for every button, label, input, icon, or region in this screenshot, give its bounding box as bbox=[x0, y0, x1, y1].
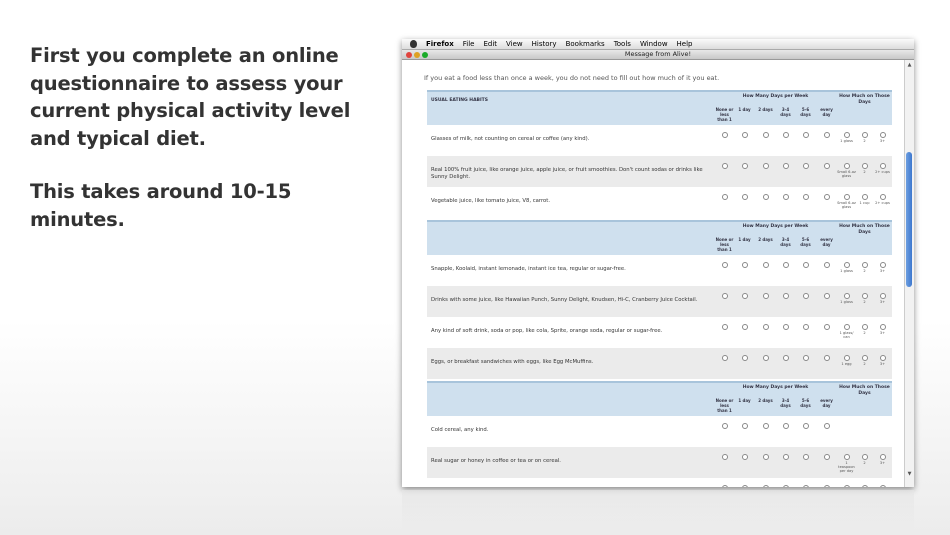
days-per-week-header: How Many Days per Week bbox=[742, 94, 809, 99]
frequency-radio[interactable] bbox=[783, 423, 789, 429]
question-row bbox=[427, 286, 892, 317]
amount-header: How Much on Those Days bbox=[839, 94, 890, 105]
amount-label: 2 bbox=[863, 269, 866, 273]
menu-history[interactable]: History bbox=[531, 40, 557, 48]
amount-option[interactable] bbox=[873, 194, 892, 205]
slide-text bbox=[30, 42, 375, 259]
question-label: Real 100% fruit juice, like orange juice, apple juice, or fruit smoothies. Don't count sodas or drinks like Sunny Delight. bbox=[431, 167, 703, 180]
window-titlebar bbox=[402, 50, 914, 60]
frequency-radio[interactable] bbox=[783, 132, 789, 138]
browser-window bbox=[402, 39, 914, 487]
amount-radio[interactable] bbox=[880, 194, 886, 200]
frequency-radio[interactable] bbox=[742, 262, 748, 268]
amount-radio[interactable] bbox=[880, 163, 886, 169]
amount-radio[interactable] bbox=[862, 485, 868, 487]
question-row bbox=[427, 125, 892, 156]
amount-radio[interactable] bbox=[844, 355, 850, 361]
frequency-radio[interactable] bbox=[763, 324, 769, 330]
amount-option[interactable] bbox=[855, 454, 874, 465]
menu-app-name[interactable]: Firefox bbox=[426, 40, 454, 48]
apple-menu-icon[interactable] bbox=[410, 40, 417, 48]
amount-label: 1 teaspoon per day bbox=[838, 461, 855, 474]
amount-option[interactable] bbox=[873, 485, 892, 487]
frequency-radio[interactable] bbox=[742, 194, 748, 200]
frequency-radio[interactable] bbox=[824, 163, 830, 169]
menu-help[interactable]: Help bbox=[676, 40, 693, 48]
frequency-radio[interactable] bbox=[783, 355, 789, 361]
frequency-radio[interactable] bbox=[722, 132, 728, 138]
amount-radio[interactable] bbox=[844, 485, 850, 487]
amount-option[interactable] bbox=[837, 163, 856, 178]
frequency-radio[interactable] bbox=[742, 132, 748, 138]
amount-option[interactable] bbox=[837, 485, 856, 487]
frequency-radio[interactable] bbox=[763, 132, 769, 138]
amount-option[interactable] bbox=[855, 293, 874, 304]
amount-option[interactable] bbox=[855, 132, 874, 143]
amount-radio[interactable] bbox=[880, 485, 886, 487]
amount-label: 1 egg bbox=[841, 362, 852, 366]
day-column-header: 2 days bbox=[758, 107, 773, 112]
amount-label: 3+ bbox=[879, 362, 886, 366]
close-window-button[interactable] bbox=[406, 52, 412, 58]
question-row bbox=[427, 478, 892, 487]
day-column-header: every day bbox=[820, 107, 833, 117]
amount-option[interactable] bbox=[873, 293, 892, 304]
amount-option[interactable] bbox=[873, 132, 892, 143]
day-column-header: None or less than 1 bbox=[715, 237, 734, 252]
frequency-radio[interactable] bbox=[824, 293, 830, 299]
frequency-radio[interactable] bbox=[803, 262, 809, 268]
menu-edit[interactable]: Edit bbox=[483, 40, 498, 48]
days-per-week-header: How Many Days per Week bbox=[742, 385, 809, 390]
question-label: Cold cereal, any kind. bbox=[431, 427, 489, 433]
days-per-week-header: How Many Days per Week bbox=[742, 224, 809, 229]
day-column-header: 3-4 days bbox=[780, 107, 791, 117]
frequency-radio[interactable] bbox=[824, 194, 830, 200]
day-column-header: 5-6 days bbox=[800, 237, 811, 247]
amount-option[interactable] bbox=[837, 262, 856, 273]
amount-label: 1 glass bbox=[840, 269, 853, 273]
amount-label: 1 cup bbox=[859, 201, 870, 205]
amount-label: Small 6-oz glass bbox=[837, 201, 856, 210]
menu-bookmarks[interactable]: Bookmarks bbox=[565, 40, 605, 48]
window-title: Message from Alive! bbox=[624, 50, 692, 58]
day-column-header: None or less than 1 bbox=[715, 398, 734, 413]
amount-label: 2 bbox=[863, 331, 866, 335]
group-header bbox=[427, 220, 892, 255]
question-row bbox=[427, 255, 892, 286]
amount-header: How Much on Those Days bbox=[839, 224, 890, 235]
frequency-radio[interactable] bbox=[763, 163, 769, 169]
frequency-radio[interactable] bbox=[783, 454, 789, 460]
amount-option[interactable] bbox=[855, 194, 874, 205]
frequency-radio[interactable] bbox=[763, 454, 769, 460]
frequency-radio[interactable] bbox=[783, 163, 789, 169]
amount-option[interactable] bbox=[837, 324, 856, 339]
amount-label: 1 glass bbox=[840, 300, 853, 304]
amount-label: 1 glass/ can bbox=[839, 331, 854, 340]
window-reflection bbox=[402, 490, 914, 535]
day-column-header: 3-4 days bbox=[780, 237, 791, 247]
amount-label: 1 glass bbox=[840, 139, 853, 143]
frequency-radio[interactable] bbox=[722, 262, 728, 268]
frequency-radio[interactable] bbox=[742, 163, 748, 169]
frequency-radio[interactable] bbox=[763, 485, 769, 487]
question-row bbox=[427, 317, 892, 348]
frequency-radio[interactable] bbox=[722, 485, 728, 487]
amount-radio[interactable] bbox=[862, 454, 868, 460]
frequency-radio[interactable] bbox=[803, 293, 809, 299]
frequency-radio[interactable] bbox=[742, 485, 748, 487]
amount-radio[interactable] bbox=[862, 132, 868, 138]
frequency-radio[interactable] bbox=[783, 485, 789, 487]
day-column-header: 1 day bbox=[738, 107, 751, 112]
amount-option[interactable] bbox=[837, 132, 856, 143]
question-group bbox=[427, 381, 892, 487]
frequency-radio[interactable] bbox=[722, 454, 728, 460]
day-column-header: every day bbox=[820, 237, 833, 247]
amount-radio[interactable] bbox=[862, 163, 868, 169]
question-label: Glasses of milk, not counting on cereal or coffee (any kind). bbox=[431, 136, 590, 142]
amount-option[interactable] bbox=[837, 454, 856, 474]
day-column-header: 1 day bbox=[738, 398, 751, 403]
section-title: USUAL EATING HABITS bbox=[431, 98, 488, 103]
amount-radio[interactable] bbox=[880, 324, 886, 330]
frequency-radio[interactable] bbox=[763, 262, 769, 268]
day-column-header: None or less than 1 bbox=[715, 107, 734, 122]
amount-label: 2 bbox=[863, 170, 866, 174]
amount-label: 2 bbox=[863, 300, 866, 304]
frequency-radio[interactable] bbox=[824, 132, 830, 138]
frequency-radio[interactable] bbox=[803, 485, 809, 487]
frequency-radio[interactable] bbox=[824, 262, 830, 268]
form-intro: If you eat a food less than once a week, you do not need to fill out how much of it you eat. bbox=[424, 74, 720, 82]
amount-radio[interactable] bbox=[844, 194, 850, 200]
question-label: Drinks with some juice, like Hawaiian Punch, Sunny Delight, Knudsen, Hi-C, Cranberry Juice Cocktail. bbox=[431, 297, 698, 303]
question-row bbox=[427, 156, 892, 187]
group-header bbox=[427, 381, 892, 416]
amount-radio[interactable] bbox=[880, 132, 886, 138]
amount-label: 3+ bbox=[879, 300, 886, 304]
day-column-header: 5-6 days bbox=[800, 398, 811, 408]
question-row bbox=[427, 416, 892, 447]
scroll-down-arrow-icon[interactable]: ▼ bbox=[907, 471, 912, 477]
amount-label: Small 6-oz glass bbox=[837, 170, 856, 179]
frequency-radio[interactable] bbox=[742, 423, 748, 429]
page-content bbox=[402, 60, 905, 487]
amount-option[interactable] bbox=[855, 262, 874, 273]
question-row bbox=[427, 447, 892, 478]
amount-option[interactable] bbox=[855, 355, 874, 366]
scrollbar-thumb[interactable] bbox=[906, 152, 912, 287]
amount-radio[interactable] bbox=[862, 194, 868, 200]
frequency-radio[interactable] bbox=[803, 132, 809, 138]
zoom-window-button[interactable] bbox=[422, 52, 428, 58]
day-column-header: 3-4 days bbox=[780, 398, 791, 408]
amount-option[interactable] bbox=[873, 163, 892, 174]
question-label: Eggs, or breakfast sandwiches with eggs, like Egg McMuffins. bbox=[431, 359, 594, 365]
question-label: Snapple, Koolaid, instant lemonade, instant ice tea, regular or sugar-free. bbox=[431, 266, 626, 272]
menu-file[interactable]: File bbox=[462, 40, 475, 48]
frequency-radio[interactable] bbox=[803, 423, 809, 429]
slide-paragraph-duration: This takes around 10-15 minutes. bbox=[30, 180, 292, 231]
question-label: Vegetable juice, like tomato juice, V8, carrot. bbox=[431, 198, 551, 204]
amount-option[interactable] bbox=[855, 324, 874, 335]
question-label: Any kind of soft drink, soda or pop, like cola, Sprite, orange soda, regular or sugar-free. bbox=[431, 328, 663, 334]
frequency-radio[interactable] bbox=[803, 163, 809, 169]
frequency-radio[interactable] bbox=[783, 262, 789, 268]
question-label: Real sugar or honey in coffee or tea or on cereal. bbox=[431, 458, 561, 464]
scroll-up-arrow-icon[interactable]: ▲ bbox=[907, 62, 912, 68]
amount-radio[interactable] bbox=[862, 262, 868, 268]
frequency-radio[interactable] bbox=[722, 163, 728, 169]
amount-radio[interactable] bbox=[862, 293, 868, 299]
frequency-radio[interactable] bbox=[763, 355, 769, 361]
question-row bbox=[427, 187, 892, 218]
frequency-radio[interactable] bbox=[783, 293, 789, 299]
amount-option[interactable] bbox=[873, 355, 892, 366]
frequency-radio[interactable] bbox=[763, 293, 769, 299]
amount-label: 3+ bbox=[879, 331, 886, 335]
frequency-radio[interactable] bbox=[742, 324, 748, 330]
frequency-radio[interactable] bbox=[803, 454, 809, 460]
frequency-radio[interactable] bbox=[824, 355, 830, 361]
frequency-radio[interactable] bbox=[763, 194, 769, 200]
amount-label: 2+ cups bbox=[875, 201, 890, 205]
day-column-header: 1 day bbox=[738, 237, 751, 242]
amount-option[interactable] bbox=[837, 293, 856, 304]
frequency-radio[interactable] bbox=[783, 194, 789, 200]
frequency-radio[interactable] bbox=[722, 324, 728, 330]
amount-label: 3+ bbox=[879, 269, 886, 273]
amount-option[interactable] bbox=[837, 194, 856, 209]
frequency-radio[interactable] bbox=[742, 454, 748, 460]
frequency-radio[interactable] bbox=[722, 355, 728, 361]
amount-label: 2+ cups bbox=[875, 170, 890, 174]
amount-radio[interactable] bbox=[862, 355, 868, 361]
amount-radio[interactable] bbox=[844, 163, 850, 169]
question-group bbox=[427, 90, 892, 218]
amount-option[interactable] bbox=[837, 355, 856, 366]
frequency-radio[interactable] bbox=[783, 324, 789, 330]
amount-radio[interactable] bbox=[880, 262, 886, 268]
question-row bbox=[427, 348, 892, 379]
vertical-scrollbar[interactable] bbox=[904, 60, 914, 487]
frequency-radio[interactable] bbox=[742, 355, 748, 361]
amount-label: 3+ bbox=[879, 139, 886, 143]
frequency-radio[interactable] bbox=[803, 194, 809, 200]
amount-radio[interactable] bbox=[880, 454, 886, 460]
minimize-window-button[interactable] bbox=[414, 52, 420, 58]
day-column-header: 5-6 days bbox=[800, 107, 811, 117]
amount-label: 2 bbox=[863, 139, 866, 143]
frequency-radio[interactable] bbox=[722, 194, 728, 200]
frequency-radio[interactable] bbox=[803, 355, 809, 361]
amount-radio[interactable] bbox=[844, 293, 850, 299]
frequency-radio[interactable] bbox=[742, 293, 748, 299]
amount-label: 3+ bbox=[879, 461, 886, 465]
slide-paragraph-intro: First you complete an online questionnaire to assess your current physical activity level and typical diet. bbox=[30, 44, 351, 150]
menu-window[interactable]: Window bbox=[639, 40, 668, 48]
frequency-radio[interactable] bbox=[722, 293, 728, 299]
amount-label: 2 bbox=[863, 362, 866, 366]
amount-radio[interactable] bbox=[844, 262, 850, 268]
group-header bbox=[427, 90, 892, 125]
menu-view[interactable]: View bbox=[506, 40, 523, 48]
frequency-radio[interactable] bbox=[722, 423, 728, 429]
amount-radio[interactable] bbox=[844, 132, 850, 138]
amount-label: 2 bbox=[863, 461, 866, 465]
amount-radio[interactable] bbox=[880, 293, 886, 299]
amount-option[interactable] bbox=[855, 485, 874, 487]
amount-radio[interactable] bbox=[844, 324, 850, 330]
frequency-radio[interactable] bbox=[763, 423, 769, 429]
menu-tools[interactable]: Tools bbox=[613, 40, 631, 48]
amount-header: How Much on Those Days bbox=[839, 385, 890, 396]
question-group bbox=[427, 220, 892, 379]
day-column-header: 2 days bbox=[758, 237, 773, 242]
amount-radio[interactable] bbox=[880, 355, 886, 361]
amount-option[interactable] bbox=[873, 454, 892, 465]
amount-radio[interactable] bbox=[862, 324, 868, 330]
mac-menubar bbox=[402, 39, 914, 50]
day-column-header: 2 days bbox=[758, 398, 773, 403]
frequency-radio[interactable] bbox=[803, 324, 809, 330]
frequency-radio[interactable] bbox=[824, 454, 830, 460]
frequency-radio[interactable] bbox=[824, 485, 830, 487]
amount-radio[interactable] bbox=[844, 454, 850, 460]
amount-option[interactable] bbox=[873, 262, 892, 273]
window-controls bbox=[406, 52, 428, 58]
day-column-header: every day bbox=[820, 398, 833, 408]
frequency-radio[interactable] bbox=[824, 324, 830, 330]
frequency-radio[interactable] bbox=[824, 423, 830, 429]
amount-option[interactable] bbox=[855, 163, 874, 174]
amount-option[interactable] bbox=[873, 324, 892, 335]
